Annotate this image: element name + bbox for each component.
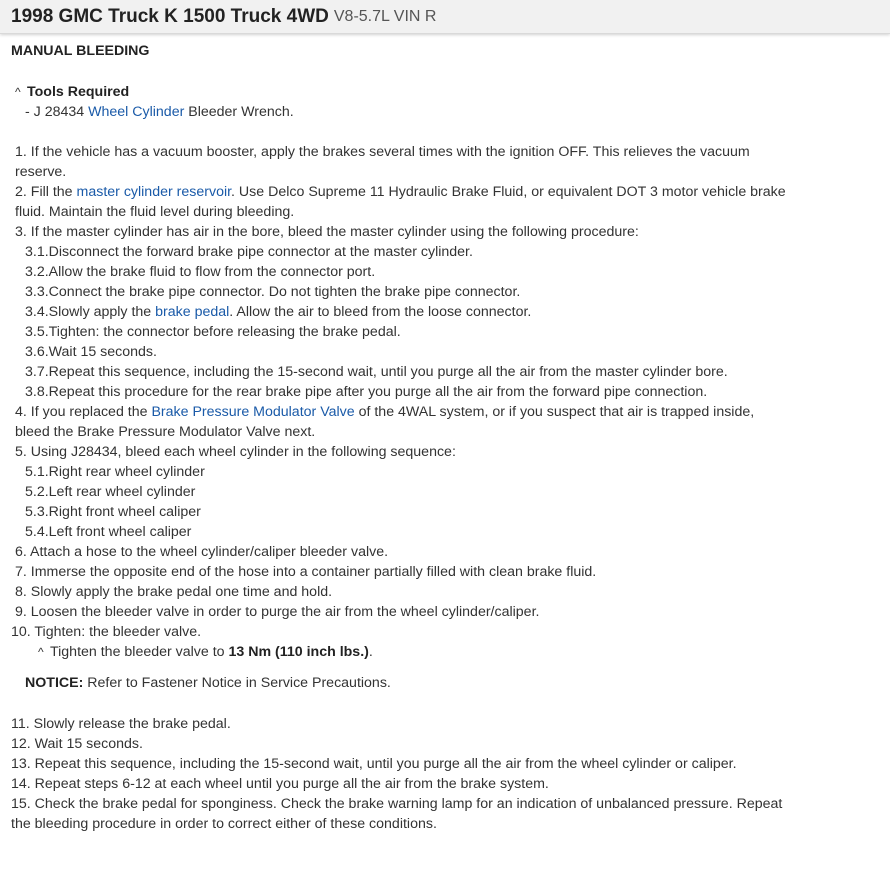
step-9: 9. Loosen the bleeder valve in order to purge the air from the wheel cylinder/caliper. bbox=[15, 604, 540, 620]
torque-spec: 13 Nm (110 inch lbs.) bbox=[228, 644, 369, 660]
step-5: 5. Using J28434, bleed each wheel cylinder in the following sequence: bbox=[15, 444, 456, 460]
step-3-1: 3.1.Disconnect the forward brake pipe connector at the master cylinder. bbox=[25, 244, 473, 260]
step-12: 12. Wait 15 seconds. bbox=[11, 736, 143, 752]
wheel-cylinder-link[interactable]: Wheel Cylinder bbox=[88, 104, 185, 120]
brake-pedal-link[interactable]: brake pedal bbox=[155, 304, 230, 320]
step-1: 1. If the vehicle has a vacuum booster, apply the brakes several times with the ignition OFF. This relieves the vacuum reserve. bbox=[15, 144, 750, 180]
notice bbox=[11, 673, 791, 693]
brake-pressure-modulator-valve-link[interactable]: Brake Pressure Modulator Valve bbox=[151, 404, 355, 420]
step-6: 6. Attach a hose to the wheel cylinder/caliper bleeder valve. bbox=[15, 544, 389, 560]
master-cylinder-reservoir-link[interactable]: master cylinder reservoir bbox=[76, 184, 232, 200]
step-5-2: 5.2.Left rear wheel cylinder bbox=[25, 484, 196, 500]
step-3-2: 3.2.Allow the brake fluid to flow from the connector port. bbox=[25, 264, 376, 280]
step-3-6: 3.6.Wait 15 seconds. bbox=[25, 344, 157, 360]
engine-subtitle: V8-5.7L VIN R bbox=[333, 7, 437, 25]
step-2-prefix: 2. Fill the bbox=[15, 184, 77, 200]
step-11: 11. Slowly release the brake pedal. bbox=[11, 716, 231, 732]
spacer bbox=[11, 122, 791, 142]
step-3-3: 3.3.Connect the brake pipe connector. Do not tighten the brake pipe connector. bbox=[25, 284, 521, 300]
step-5-4: 5.4.Left front wheel caliper bbox=[25, 524, 192, 540]
step-4 bbox=[11, 402, 791, 442]
step-13: 13. Repeat this sequence, including the 15-second wait, until you purge all the air from the wheel cylinder or caliper. bbox=[11, 756, 737, 772]
tools-heading-label: Tools Required bbox=[27, 84, 130, 100]
tool-item-suffix: Bleeder Wrench. bbox=[184, 104, 294, 120]
step-5-1: 5.1.Right rear wheel cylinder bbox=[25, 464, 205, 480]
step-4-prefix: 4. If you replaced the bbox=[15, 404, 152, 420]
step-7: 7. Immerse the opposite end of the hose into a container partially filled with clean brake fluid. bbox=[15, 564, 597, 580]
step-3-4-prefix: 3.4.Slowly apply the bbox=[25, 304, 156, 320]
step-2-suffix: . Use Delco Supreme 11 Hydraulic Brake Fluid, or equivalent DOT 3 motor vehicle brake fluid. Maintain the fluid level during bleeding. bbox=[15, 184, 786, 220]
step-3-8: 3.8.Repeat this procedure for the rear brake pipe after you purge all the air from the forward pipe connection. bbox=[25, 384, 708, 400]
tool-item-prefix: - J 28434 bbox=[25, 104, 89, 120]
caret-icon: ^ bbox=[38, 645, 44, 659]
procedure-content bbox=[0, 34, 802, 834]
step-3-4 bbox=[11, 302, 791, 322]
step-15: 15. Check the brake pedal for sponginess. Check the brake warning lamp for an indication of unbalanced pressure. Repeat the bleeding procedure in order to correct either of these conditions. bbox=[11, 796, 783, 832]
step-5-3: 5.3.Right front wheel caliper bbox=[25, 504, 201, 520]
step-10-spec bbox=[11, 642, 791, 662]
step-3-4-suffix: . Allow the air to bleed from the loose connector. bbox=[229, 304, 532, 320]
spec-suffix: . bbox=[368, 644, 373, 660]
notice-label: NOTICE: bbox=[25, 675, 84, 691]
vehicle-title: 1998 GMC Truck K 1500 Truck 4WD bbox=[11, 5, 329, 27]
step-3-5: 3.5.Tighten: the connector before releasing the brake pedal. bbox=[25, 324, 401, 340]
section-title: MANUAL BLEEDING bbox=[11, 43, 150, 59]
tool-item bbox=[11, 102, 791, 122]
step-10: 10. Tighten: the bleeder valve. bbox=[11, 624, 202, 640]
notice-text: Refer to Fastener Notice in Service Precautions. bbox=[83, 675, 391, 691]
spec-prefix: Tighten the bleeder valve to bbox=[50, 644, 229, 660]
step-14: 14. Repeat steps 6-12 at each wheel until you purge all the air from the brake system. bbox=[11, 776, 549, 792]
caret-icon: ^ bbox=[15, 85, 21, 99]
page-header bbox=[0, 0, 890, 34]
step-3-7: 3.7.Repeat this sequence, including the 15-second wait, until you purge all the air from the master cylinder bore. bbox=[25, 364, 728, 380]
step-2 bbox=[11, 182, 791, 222]
step-8: 8. Slowly apply the brake pedal one time and hold. bbox=[15, 584, 333, 600]
tools-heading bbox=[11, 82, 791, 102]
step-3: 3. If the master cylinder has air in the bore, bleed the master cylinder using the following procedure: bbox=[15, 224, 639, 240]
step-4-suffix: of the 4WAL system, or if you suspect that air is trapped inside, bleed the Brake Pressure Modulator Valve next. bbox=[15, 404, 755, 440]
